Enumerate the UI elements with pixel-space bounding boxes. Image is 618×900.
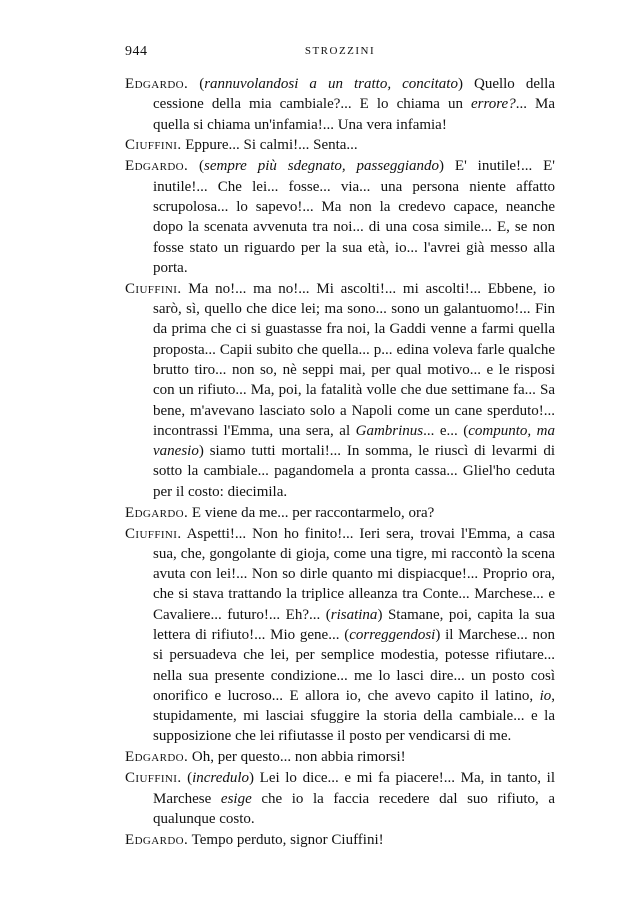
dialogue-text: ) E' inutile!... E' inutile!... Che lei... fosse... via... una persona niente affatto scrupolosa... lo sapevo!... Ma non la credevo capace, neanche dopo la scenata avvenuta tra noi... di una cosa simile... E, se non fosse stato un riguardo per la sua età, io... l'avrei già messo alla porta. bbox=[153, 158, 555, 276]
speaker-name: Ciuffini. bbox=[125, 137, 182, 154]
page-header bbox=[125, 44, 555, 62]
speaker-name: Edgardo. bbox=[125, 831, 189, 848]
dialogue-text: ) il Marchese... non si persuadeva che lei, per semplice modestia, potesse rifiutare... nella sua presente condizione... me lo lasci dire... un posto così onorifico e lucroso... E allora io, che avevo capito il latino, bbox=[153, 626, 555, 704]
speaker-name: Edgardo. bbox=[125, 158, 189, 175]
dialogue-text: Ma no!... ma no!... Mi ascolti!... mi ascolti!... Ebbene, io sarò, sì, quello che dice lei; ma sono... sono un galantuomo!... Fin da prima che ci si guastasse fra noi, la Gaddi venne a farmi quella proposta... Capii subito che quella... p... edina voleva farle qualche brutto tiro... non so, nè seppi mai, per qual motivo... e le risposi con un rifiuto... Ma, poi, la fatalità volle che due settimane fa... Sa bene, m'avevano lasciato solo a Napoli come un cane sperduto!... incontrassi l'Emma, una sera, al bbox=[153, 280, 555, 439]
dialogue-body bbox=[125, 74, 555, 851]
dialogue-text: ... e... ( bbox=[423, 422, 469, 439]
stage-direction: esige bbox=[220, 790, 252, 807]
stage-direction: sempre più sdegnato, passeggiando bbox=[204, 158, 440, 175]
speech-3 bbox=[125, 156, 555, 278]
dialogue-text: Aspetti!... Non ho finito!... Ieri sera, trovai l'Emma, a casa sua, che, gongolante di gioja, come una tigre, mi raccontò la scena avuta con lei!... Non so dirle quanto mi dispiacque!... Proprio ora, che si stava trattando la triplice alleanza tra Conte... Marchese... e Cavaliere... futuro!... Eh?... ( bbox=[153, 525, 555, 623]
speech-7 bbox=[125, 747, 555, 767]
speaker-name: Ciuffini. bbox=[125, 525, 182, 542]
dialogue-text: Tempo perduto, signor Ciuffini! bbox=[188, 831, 384, 848]
dialogue-text: Oh, per questo... non abbia rimorsi! bbox=[188, 749, 406, 766]
page-number: 944 bbox=[125, 44, 148, 59]
dialogue-text: Eppure... Si calmi!... Senta... bbox=[181, 137, 358, 154]
stage-direction: compunto, ma vanesio bbox=[153, 422, 555, 460]
speech-9 bbox=[125, 830, 555, 850]
speech-8 bbox=[125, 768, 555, 829]
stage-direction: errore? bbox=[471, 96, 516, 113]
dialogue-text: ( bbox=[181, 770, 193, 787]
stage-direction: incredulo bbox=[192, 770, 250, 787]
dialogue-text: ) Stamane, poi, capita la sua lettera di rifiuto!... Mio gene... ( bbox=[153, 606, 555, 643]
dialogue-text: che io la faccia recedere dal suo rifiuto, a qualunque costo. bbox=[153, 790, 555, 827]
speaker-name: Edgardo. bbox=[125, 504, 189, 521]
speaker-name: Edgardo. bbox=[125, 76, 189, 92]
dialogue-text: E viene da me... per raccontarmelo, ora? bbox=[188, 504, 435, 521]
dialogue-text: ( bbox=[188, 76, 205, 92]
speech-4 bbox=[125, 279, 555, 502]
stage-direction: correggendosi bbox=[349, 626, 436, 643]
speaker-name: Ciuffini. bbox=[125, 280, 182, 297]
speech-5 bbox=[125, 503, 555, 523]
speech-2 bbox=[125, 135, 555, 155]
speech-1 bbox=[125, 74, 555, 135]
dialogue-text: ... Ma quella si chiama un'infamia!... Una vera infamia! bbox=[153, 96, 556, 133]
stage-direction: io bbox=[539, 687, 552, 704]
speech-6 bbox=[125, 524, 555, 747]
stage-direction: risatina bbox=[330, 606, 378, 623]
running-head: STROZZINI bbox=[304, 45, 376, 57]
stage-direction: rannuvolandosi a un tratto, concitato bbox=[204, 76, 458, 92]
dialogue-text: ) Quello della cessione della mia cambiale?... E lo chiama un bbox=[153, 76, 555, 113]
stage-direction: Gambrinus bbox=[355, 422, 424, 439]
speaker-name: Ciuffini. bbox=[125, 770, 182, 787]
speaker-name: Edgardo. bbox=[125, 749, 189, 766]
dialogue-text: ) siamo tutti mortali!... In somma, le riuscì di levarmi di sotto la cambiale... pagandomela a pronta cassa... Gliel'ho ceduta per il costo: diecimila. bbox=[153, 443, 555, 500]
dialogue-text: ( bbox=[188, 158, 205, 175]
dialogue-text: , stupidamente, mi lasciai sfuggire la storia della cambiale... e la supposizione che lei rifiutasse il posto per vendicarsi di me. bbox=[153, 687, 555, 745]
dialogue-text: ) Lei lo dice... e mi fa piacere!... Ma, in tanto, il Marchese bbox=[153, 770, 555, 807]
